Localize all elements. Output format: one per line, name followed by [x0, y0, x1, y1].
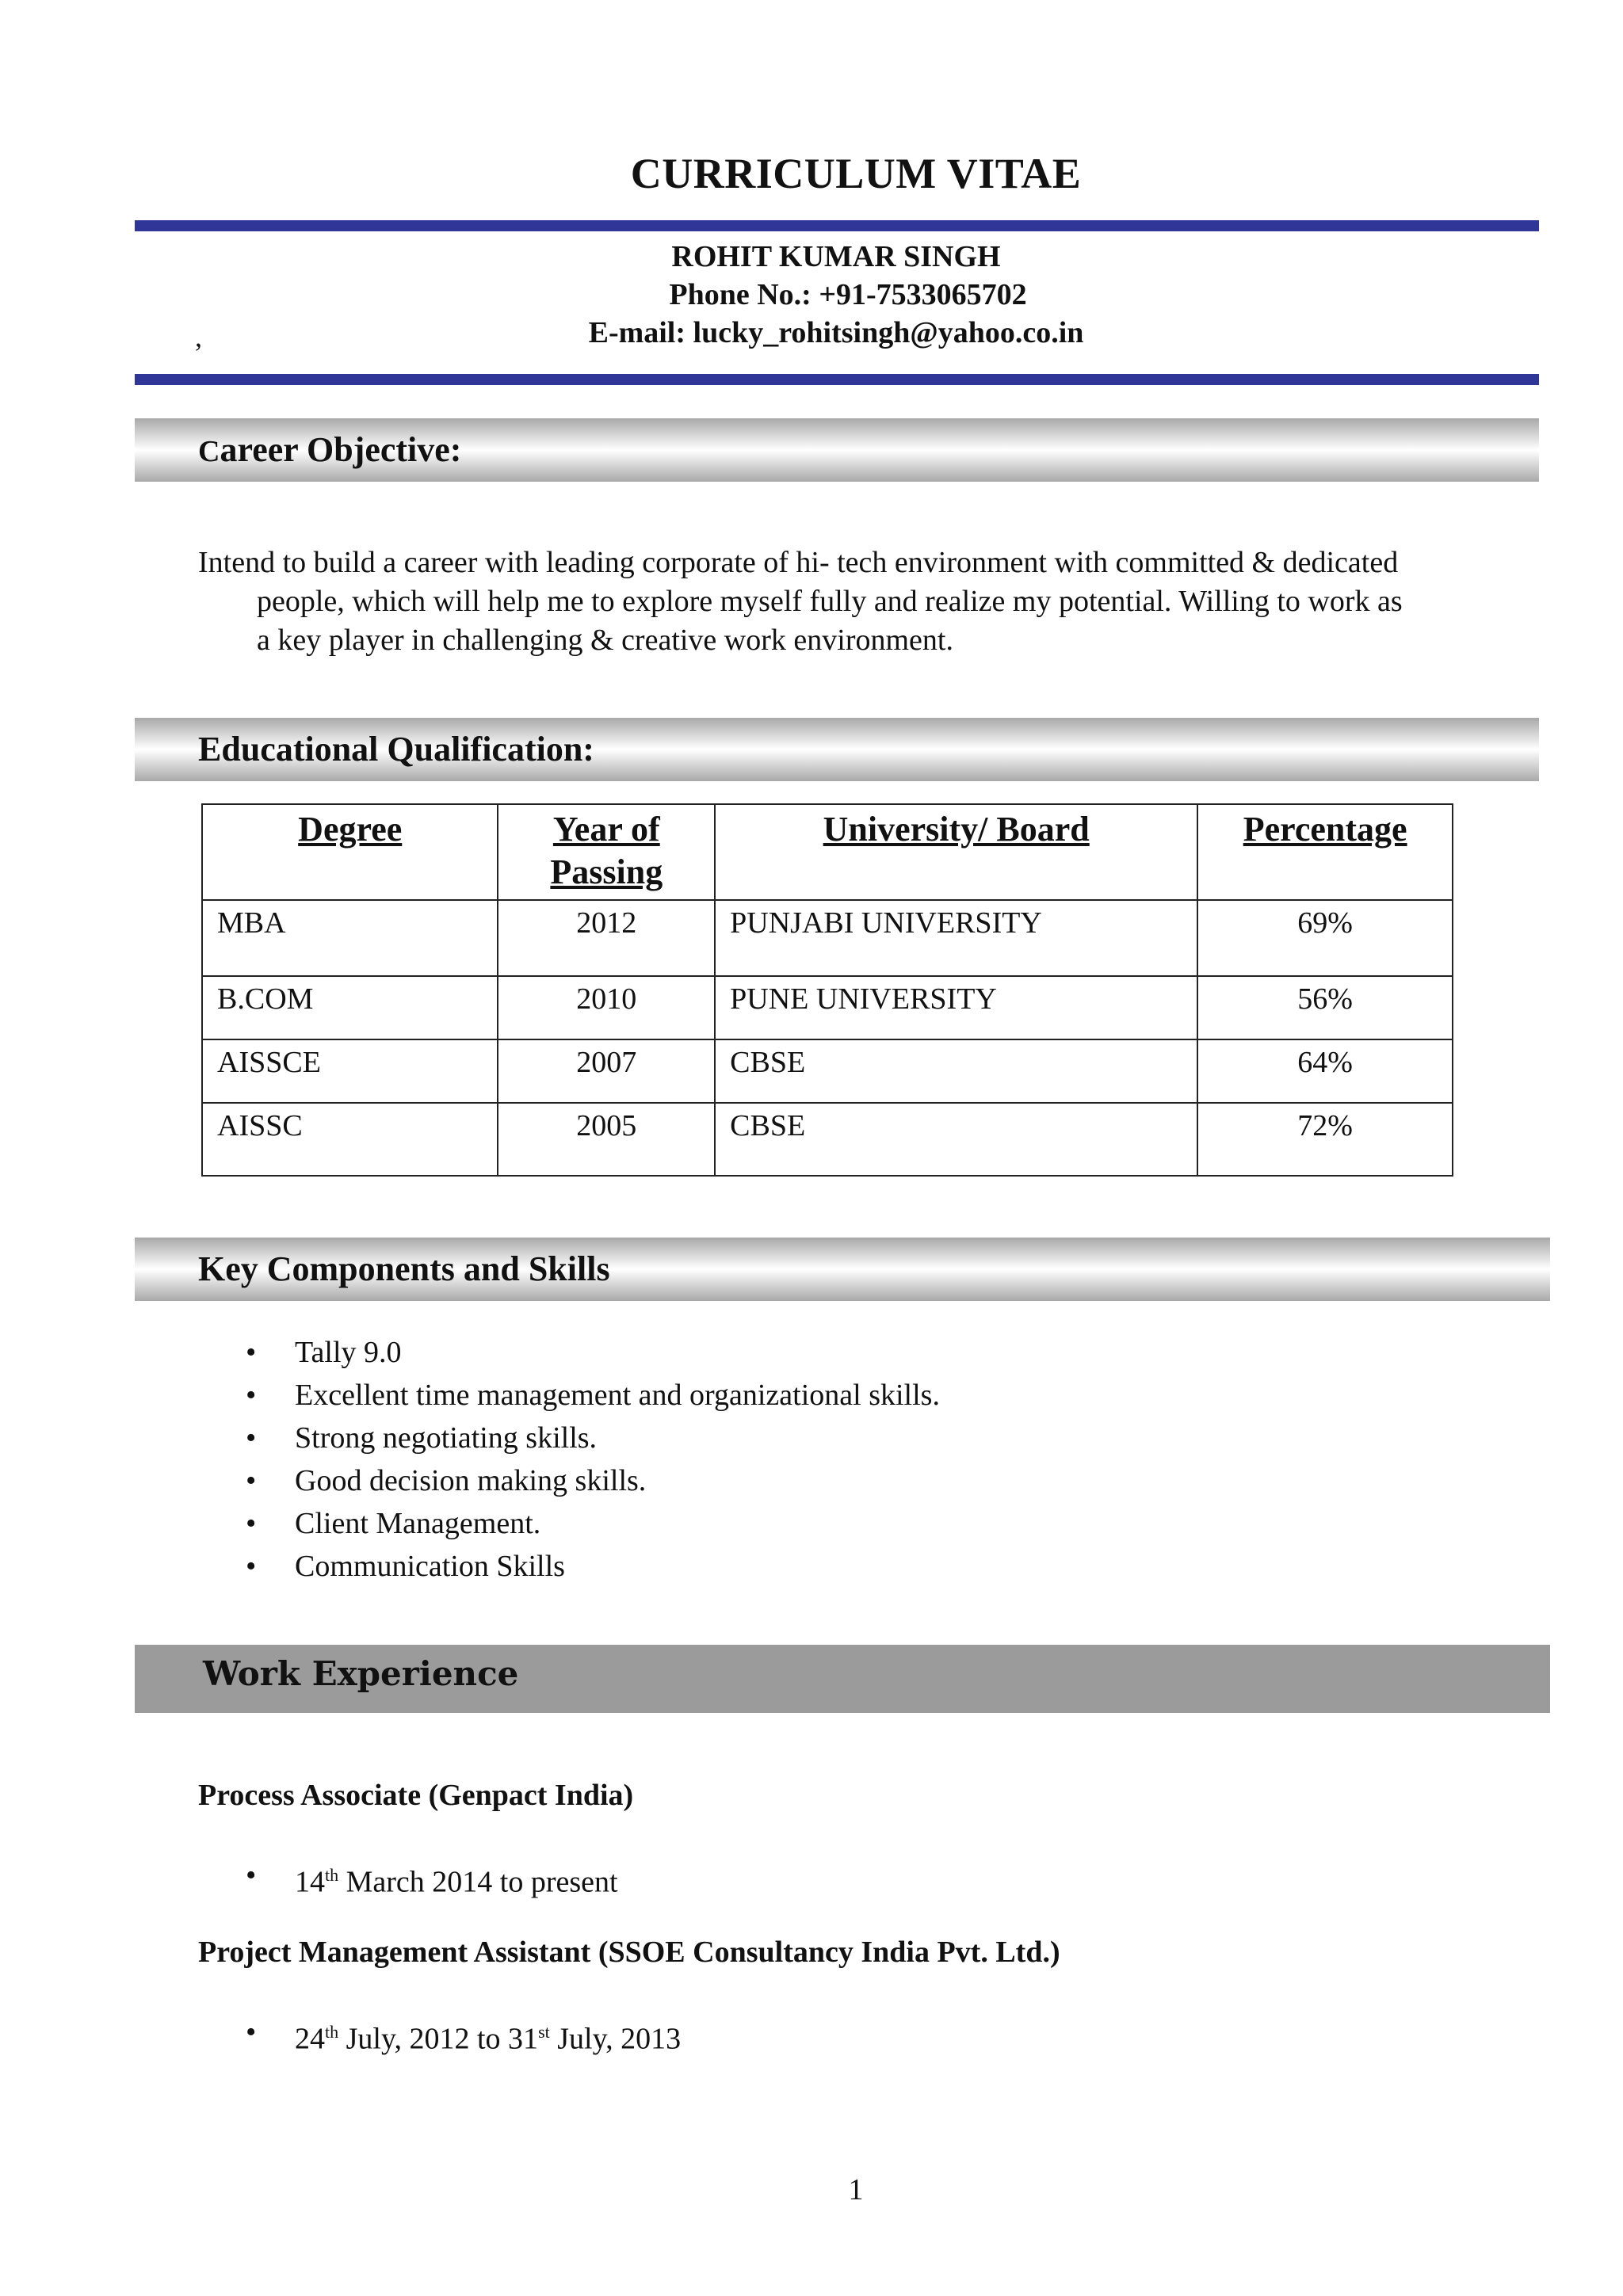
phone-number: Phone No.: +91-7533065702 [669, 278, 1027, 311]
cell-percentage: 64% [1197, 1039, 1453, 1103]
skills-heading: Key Components and Skills [198, 1249, 610, 1288]
heading-initial: C [198, 435, 220, 468]
list-item: • Communication Skills [230, 1545, 940, 1588]
career-objective-text [198, 543, 1529, 660]
objective-line: Intend to build a career with leading corporate of hi- tech environment with committed & dedicated [198, 546, 1399, 579]
col-university: University/ Board [715, 804, 1197, 900]
cell-year: 2007 [498, 1039, 715, 1103]
list-item: • Client Management. [230, 1502, 940, 1545]
career-objective-band [135, 418, 1539, 482]
date-day: 14 [295, 1865, 325, 1899]
heading-rest: areer Objective: [220, 430, 462, 469]
cell-percentage: 69% [1197, 900, 1453, 976]
table-row [202, 900, 1453, 976]
date-rest: March 2014 to present [338, 1865, 618, 1899]
list-item [230, 1854, 618, 1904]
cell-degree: MBA [202, 900, 498, 976]
date-day: 24 [295, 2022, 325, 2056]
date-rest: July, 2013 [549, 2022, 682, 2056]
date-suffix: th [325, 1865, 339, 1885]
cell-university: PUNE UNIVERSITY [715, 976, 1197, 1039]
objective-line: people, which will help me to explore myself fully and realize my potential. Willing to work as [257, 585, 1403, 618]
cell-degree: B.COM [202, 976, 498, 1039]
list-item [230, 2011, 681, 2061]
cell-percentage: 72% [1197, 1103, 1453, 1176]
list-item: • Good decision making skills. [230, 1459, 940, 1502]
skills-band [135, 1238, 1550, 1301]
col-year-line1: Year of [552, 810, 660, 849]
candidate-name: ROHIT KUMAR SINGH [671, 240, 1001, 273]
stray-comma: , [195, 321, 202, 353]
col-year-line2: Passing [550, 852, 663, 891]
education-table [201, 803, 1453, 1177]
work-experience-heading: Work Experience [203, 1654, 519, 1693]
cell-year: 2012 [498, 900, 715, 976]
list-item: • Strong negotiating skills. [230, 1417, 940, 1459]
job-title: Project Management Assistant (SSOE Consultancy India Pvt. Ltd.) [198, 1936, 1060, 1969]
job-dates-list [230, 2011, 681, 2061]
career-objective-heading [198, 429, 461, 470]
cell-year: 2005 [498, 1103, 715, 1176]
col-percentage: Percentage [1197, 804, 1453, 900]
table-row [202, 976, 1453, 1039]
cell-degree: AISSCE [202, 1039, 498, 1103]
table-header-row [202, 804, 1453, 900]
cell-university: CBSE [715, 1103, 1197, 1176]
document-title: CURRICULUM VITAE [630, 150, 1082, 197]
page-number: 1 [848, 2173, 864, 2206]
cell-percentage: 56% [1197, 976, 1453, 1039]
date-suffix: st [538, 2022, 550, 2042]
job-dates-list [230, 1854, 618, 1904]
cell-university: PUNJABI UNIVERSITY [715, 900, 1197, 976]
job-title: Process Associate (Genpact India) [198, 1779, 634, 1812]
cell-university: CBSE [715, 1039, 1197, 1103]
work-experience-band [135, 1645, 1550, 1713]
skills-list [230, 1331, 940, 1588]
top-rule [135, 220, 1539, 231]
objective-line: a key player in challenging & creative work environment. [257, 624, 953, 657]
col-degree: Degree [202, 804, 498, 900]
cell-year: 2010 [498, 976, 715, 1039]
education-heading: Educational Qualification: [198, 730, 594, 769]
table-row [202, 1103, 1453, 1176]
email-address: E-mail: lucky_rohitsingh@yahoo.co.in [588, 316, 1084, 349]
bottom-rule [135, 374, 1539, 385]
date-suffix: th [325, 2022, 339, 2042]
list-item: • Excellent time management and organizational skills. [230, 1374, 940, 1417]
list-item: • Tally 9.0 [230, 1331, 940, 1374]
cell-degree: AISSC [202, 1103, 498, 1176]
table-row [202, 1039, 1453, 1103]
col-year [498, 804, 715, 900]
education-band [135, 718, 1539, 781]
date-rest: July, 2012 to 31 [338, 2022, 539, 2056]
